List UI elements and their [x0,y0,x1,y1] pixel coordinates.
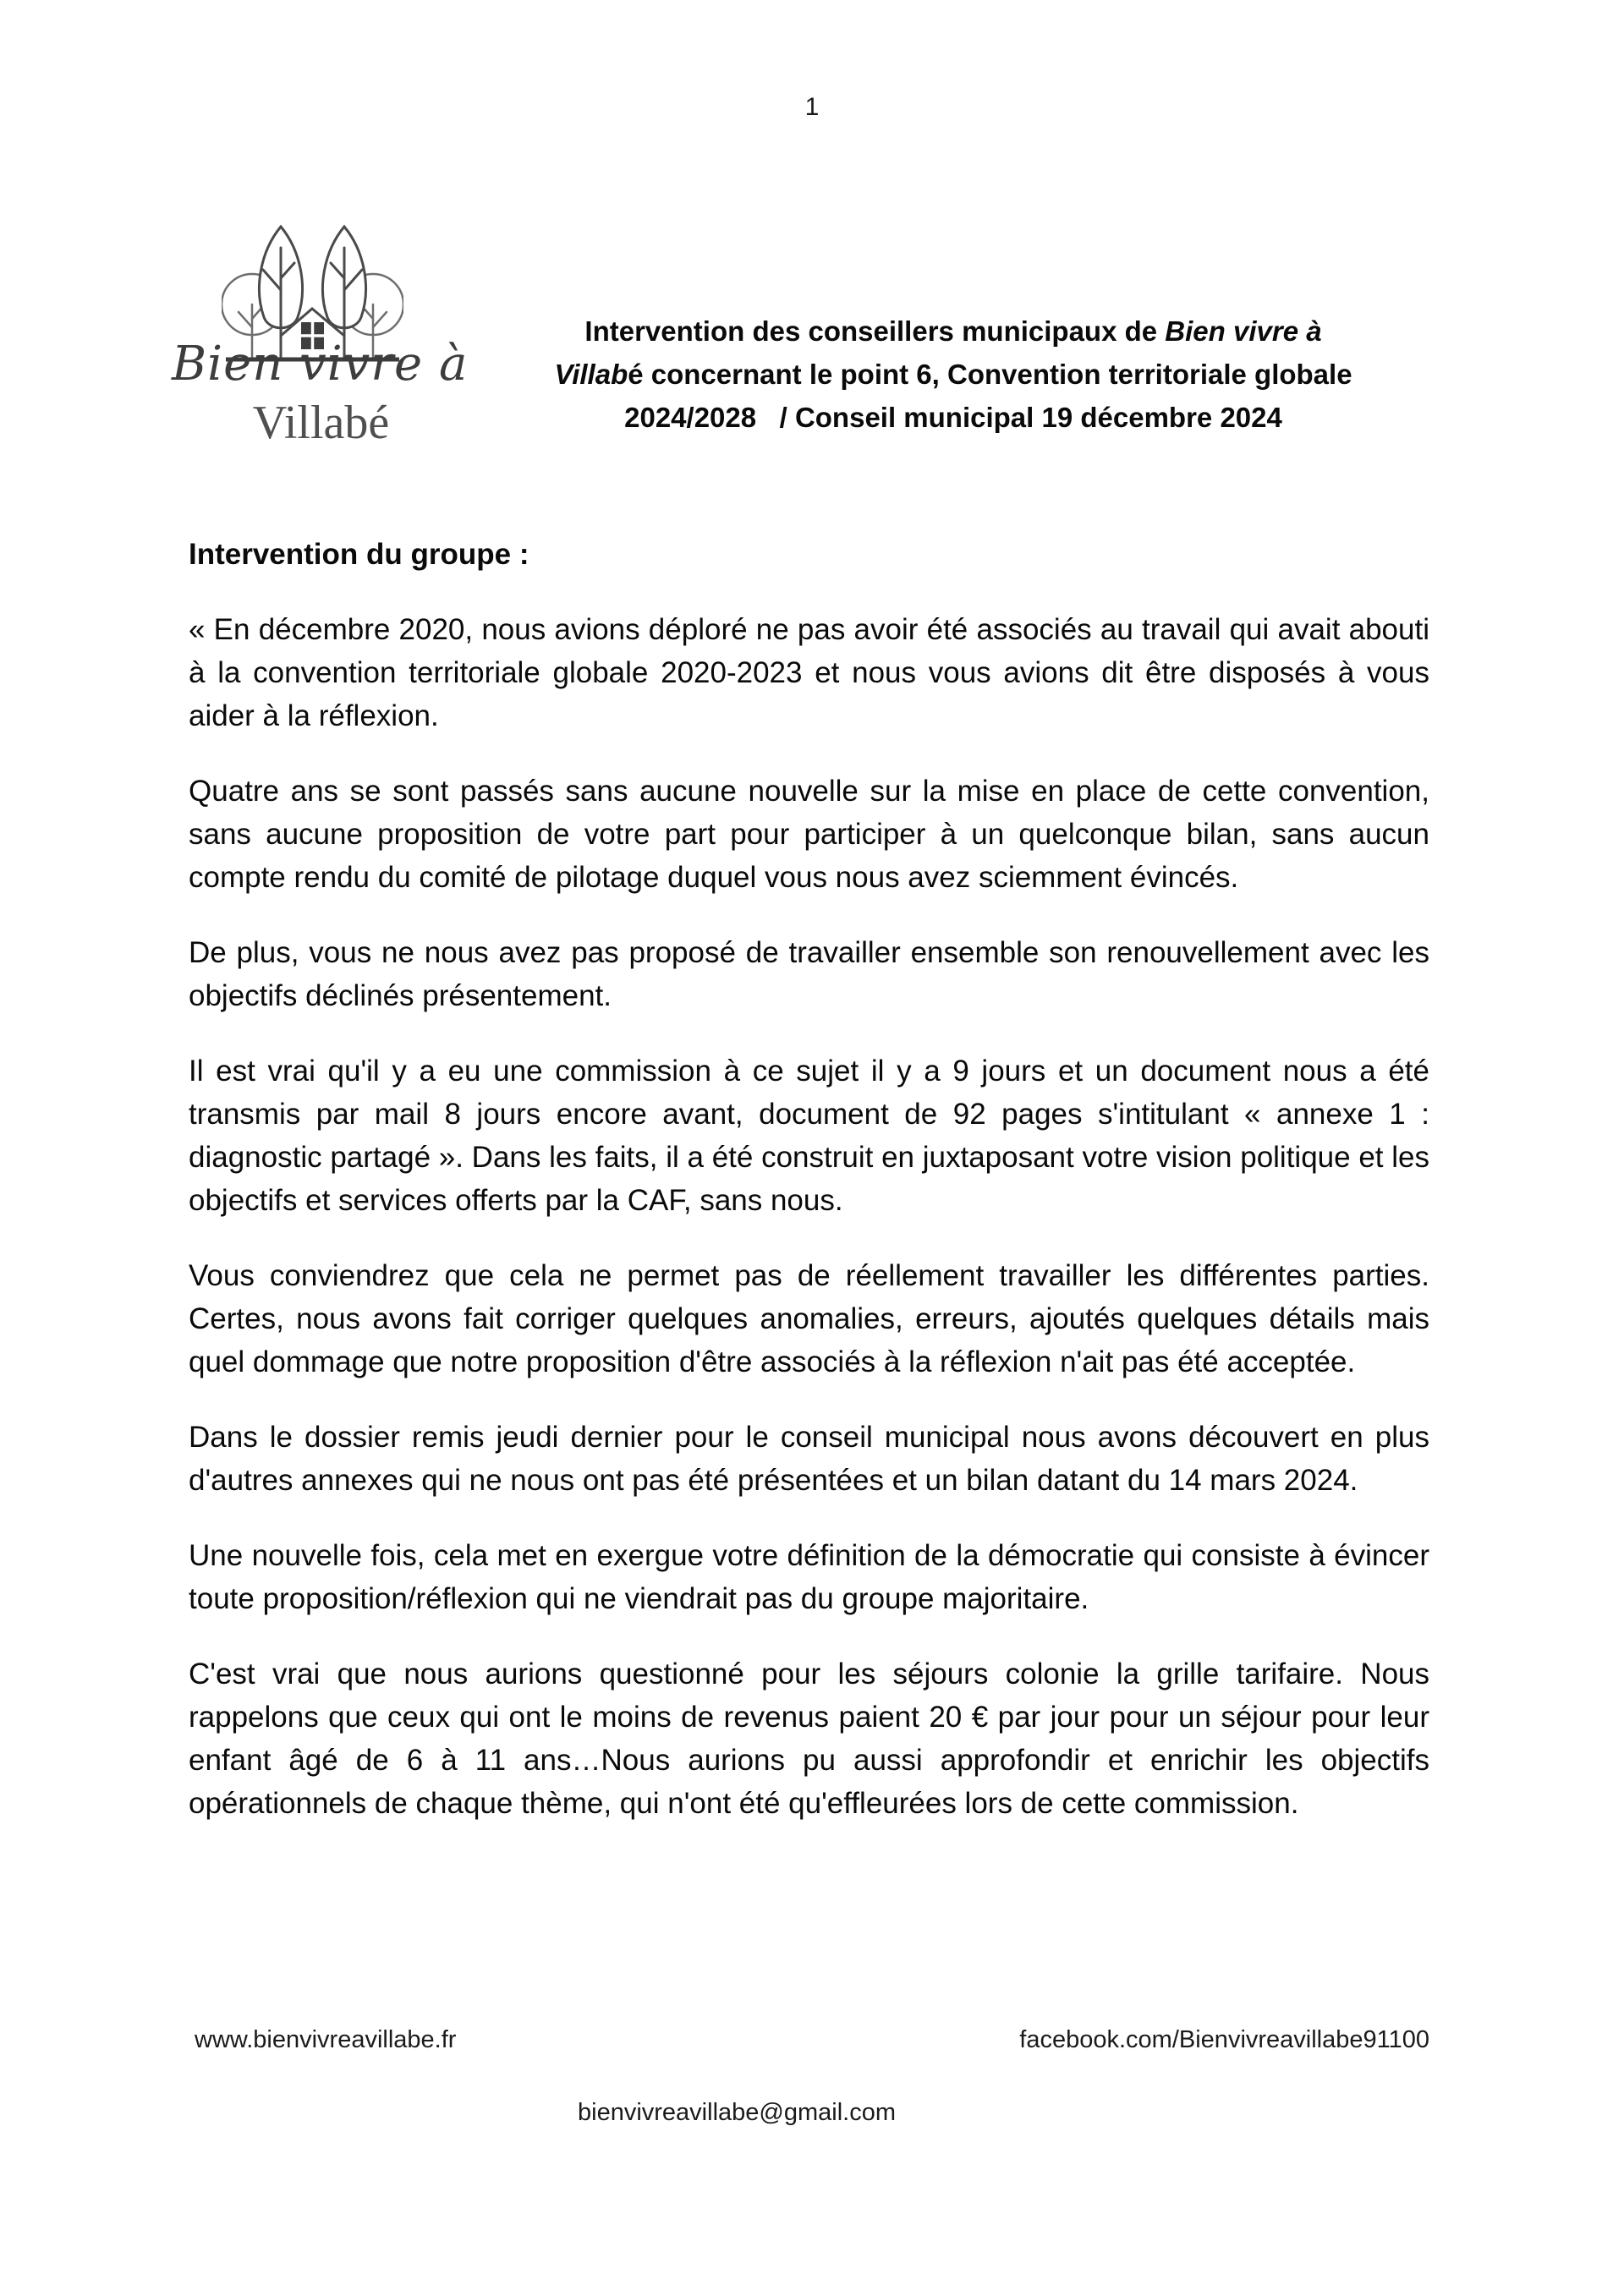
paragraph: « En décembre 2020, nous avions déploré ne pas avoir été associés au travail qui avait abouti à la convention territoriale globale 2020-2023 et nous vous avions dit être disposés à vous aider à la réflexion. [189,613,1429,732]
paragraph: C'est vrai que nous aurions questionné pour les séjours colonie la grille tarifaire. Nous rappelons que ceux qui ont le moins de revenus paient 20 € par jour pour un séjour pour leur enfant âgé de 6 à 11 ans…Nous aurions pu aussi approfondir et enrichir les objectifs opérationnels de chaque thème, qui n'ont été qu'effleurées lors de cette commission. [189,1658,1429,1820]
document-title [475,310,1431,439]
logo-villabe-text: Villabé [252,397,390,449]
title-text: Intervention des conseillers municipaux de [584,315,1166,347]
logo-script-text: Bien vivre à [172,337,469,392]
paragraph: Une nouvelle fois, cela met en exergue votre définition de la démocratie qui consiste à évincer toute proposition/réflexion qui ne viendrait pas du groupe majoritaire. [189,1539,1429,1615]
footer-facebook: facebook.com/Bienvivreavillabe91100 [1019,2026,1429,2053]
title-text: 2024/2028 / Conseil municipal 19 décembre 2024 [624,402,1282,433]
document-body [189,533,1429,1857]
paragraph: De plus, vous ne nous avez pas proposé de travailler ensemble son renouvellement avec les objectifs déclinés présentement. [189,936,1429,1012]
title-text: é concernant le point 6, Convention territoriale globale [628,359,1352,390]
title-line-1 [475,310,1431,353]
footer-website: www.bienvivreavillabe.fr [195,2026,457,2053]
paragraph: Dans le dossier remis jeudi dernier pour le conseil municipal nous avons découvert en plus d'autres annexes qui ne nous ont pas été présentées et un bilan datant du 14 mars 2024. [189,1421,1429,1497]
section-heading: Intervention du groupe : [189,538,529,571]
paragraph: Vous conviendrez que cela ne permet pas de réellement travailler les différentes parties. Certes, nous avons fait corriger quelques anomalies, erreurs, ajoutés quelques détails mais quel dommage que notre proposition d'être associés à la réflexion n'ait pas été acceptée. [189,1259,1429,1378]
title-line-2 [475,353,1431,396]
page-number: 1 [804,93,820,121]
title-line-3 [475,396,1431,439]
title-italic-text: Bien vivre à [1165,315,1322,347]
title-italic-text: Villab [554,359,628,390]
paragraph: Il est vrai qu'il y a eu une commission à ce sujet il y a 9 jours et un document nous a été transmis par mail 8 jours encore avant, document de 92 pages s'intitulant « annexe 1 : diagnostic partagé ». Dans les faits, il a été construit en juxtaposant votre vision politique et les objectifs et services offerts par la CAF, sans nous. [189,1055,1429,1217]
paragraph: Quatre ans se sont passés sans aucune nouvelle sur la mise en place de cette convention, sans aucune proposition de votre part pour participer à un quelconque bilan, sans aucun compte rendu du comité de pilotage duquel vous nous avez sciemment évincés. [189,775,1429,894]
footer-email: bienvivreavillabe@gmail.com [578,2099,896,2126]
